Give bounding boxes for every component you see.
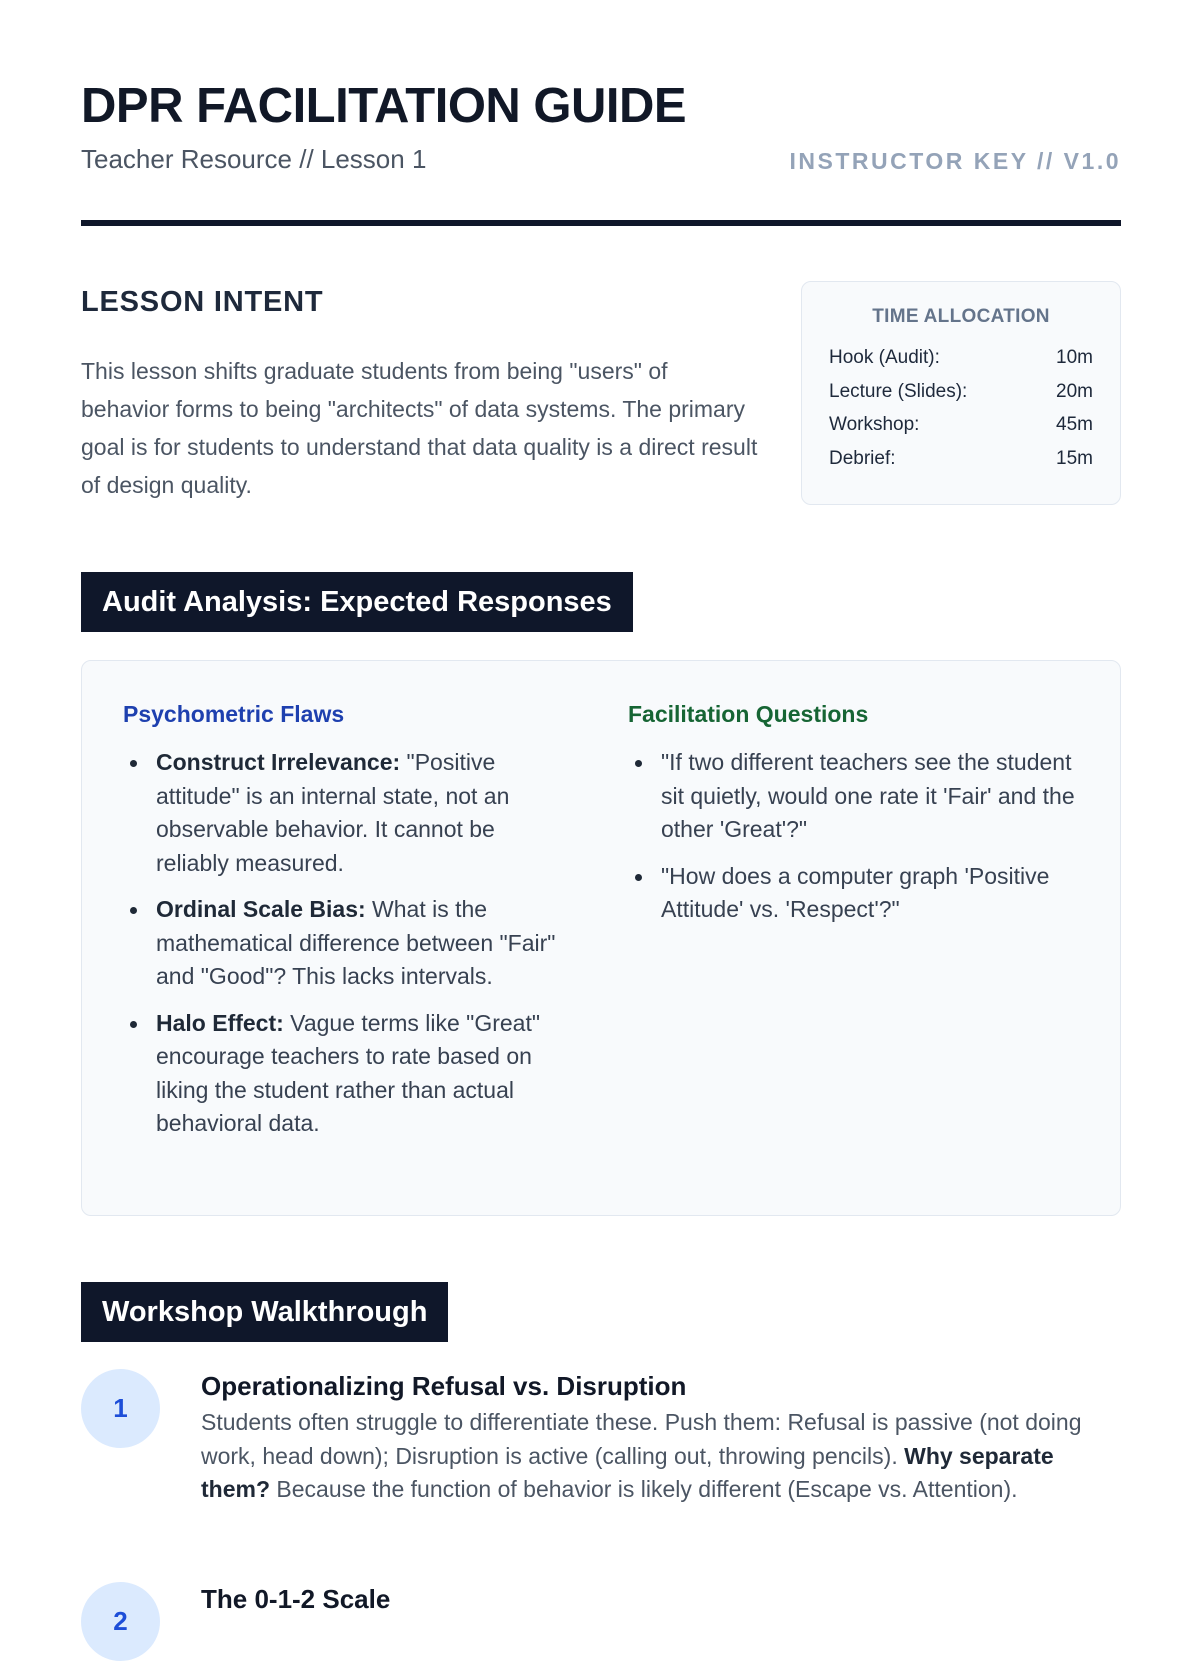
list-item [628, 746, 1078, 847]
time-label: Hook (Audit): [829, 347, 940, 368]
step-number-badge: 1 [81, 1369, 160, 1448]
psychometric-flaws-heading: Psychometric Flaws [123, 701, 345, 727]
time-row-hook [829, 341, 1093, 375]
step-title: The 0-1-2 Scale [201, 1584, 391, 1614]
list-item [123, 746, 573, 880]
step-title: Operationalizing Refusal vs. Disruption [201, 1371, 687, 1401]
facilitation-questions-heading: Facilitation Questions [628, 701, 869, 727]
audit-analysis-banner: Audit Analysis: Expected Responses [81, 572, 633, 632]
question-text: "How does a computer graph 'Positive Attitude' vs. 'Respect'?" [661, 862, 1050, 922]
step-content [201, 1584, 1121, 1619]
question-text: "If two different teachers see the student sit quietly, would one rate it 'Fair' and the other 'Great'?" [661, 749, 1075, 842]
time-row-workshop [829, 408, 1093, 442]
list-item [123, 893, 573, 994]
time-value: 20m [1056, 380, 1093, 402]
bullet-icon [130, 760, 137, 767]
lesson-intent-text: This lesson shifts graduate students from being "users" of behavior forms to being "architects" of data systems. The primary goal is for students to understand that data quality is a direct result of design quality. [81, 358, 758, 498]
bullet-icon [130, 907, 137, 914]
time-label: Debrief: [829, 447, 896, 469]
audit-analysis-panel [81, 660, 1121, 1216]
list-item [123, 1007, 573, 1141]
step-text: Because the function of behavior is likely different (Escape vs. Attention). [270, 1476, 1018, 1502]
time-value: 10m [1056, 347, 1093, 368]
time-row-debrief [829, 442, 1093, 476]
step-description [201, 1406, 1121, 1507]
time-allocation-card [801, 281, 1121, 505]
time-value: 15m [1056, 447, 1093, 469]
time-label: Workshop: [829, 414, 920, 435]
instructor-key-label: INSTRUCTOR KEY // V1.0 [789, 148, 1121, 174]
document-subtitle: Teacher Resource // Lesson 1 [81, 144, 427, 174]
time-row-lecture [829, 375, 1093, 409]
document-title: DPR FACILITATION GUIDE [81, 79, 687, 133]
workshop-walkthrough-banner: Workshop Walkthrough [81, 1282, 448, 1342]
step-emphasis: Why separate them? [201, 1442, 1054, 1502]
flaw-term: Halo Effect: [156, 1009, 284, 1036]
flaw-description: Vague terms like "Great" encourage teachers to rate based on liking the student rather than actual behavioral data. [156, 1009, 541, 1136]
time-value: 45m [1056, 414, 1093, 435]
psychometric-flaws-column [123, 701, 573, 1154]
lesson-intent-heading: LESSON INTENT [81, 286, 324, 318]
step-text: Students often struggle to differentiate these. Push them: Refusal is passive (not doing work, head down); Disruption is active (calling out, throwing pencils). [201, 1409, 1082, 1469]
time-label: Lecture (Slides): [829, 380, 968, 402]
flaw-description: "Positive attitude" is an internal state, not an observable behavior. It cannot be reliably measured. [156, 749, 510, 876]
bullet-icon [635, 874, 642, 881]
bullet-icon [635, 760, 642, 767]
psychometric-flaws-list [123, 746, 573, 1141]
bullet-icon [130, 1021, 137, 1028]
step-content [201, 1371, 1121, 1507]
facilitation-questions-column [628, 701, 1078, 940]
time-allocation-title: TIME ALLOCATION [872, 306, 1050, 327]
flaw-description: What is the mathematical difference between "Fair" and "Good"? This lacks intervals. [156, 896, 556, 989]
header-divider [81, 220, 1121, 226]
list-item [628, 860, 1078, 927]
flaw-term: Construct Irrelevance: [156, 749, 401, 775]
flaw-term: Ordinal Scale Bias: [156, 896, 366, 922]
step-number-badge: 2 [81, 1582, 160, 1661]
facilitation-questions-list [628, 746, 1078, 927]
